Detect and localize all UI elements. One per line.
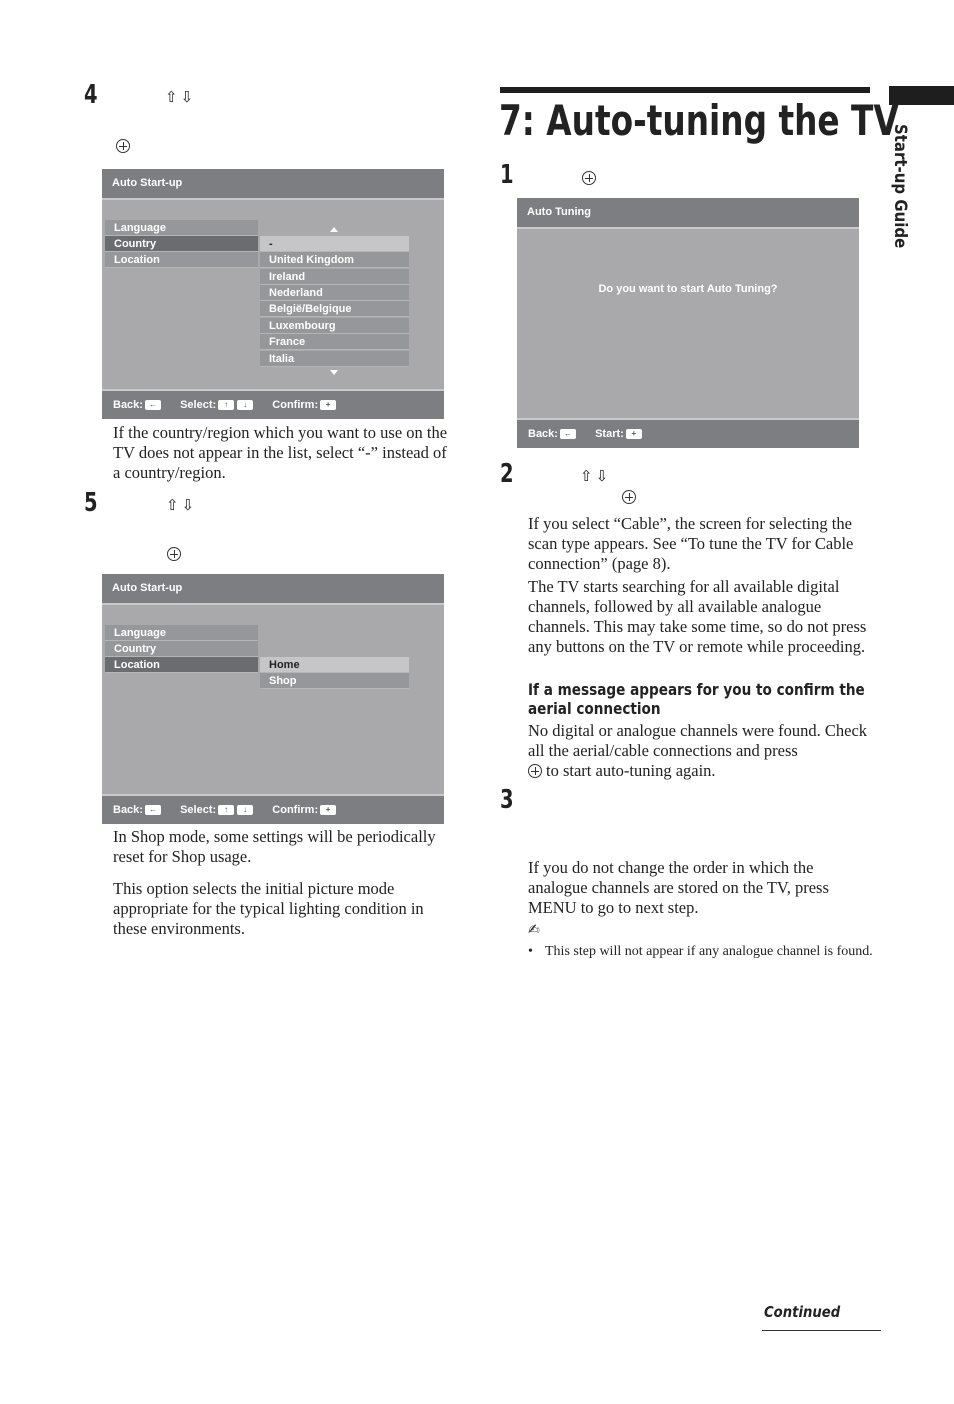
back-key-icon: ← [145,805,161,815]
continued-label: Continued [764,1303,841,1321]
menu-item-location[interactable]: Location [105,252,258,268]
back-key-icon: ← [145,400,161,410]
back-label: Back: [528,428,558,440]
title-rule [500,87,870,93]
side-tab-label: Start-up Guide [890,124,910,249]
step-4-note: If the country/region which you want to use on the TV does not appear in the list, select “-” instead of a country/region. [113,423,448,482]
country-option[interactable]: - [260,236,409,252]
screen-footer [102,794,444,824]
select-label: Select: [180,804,217,816]
scroll-up-icon[interactable] [330,227,338,232]
up-key-icon: ↑ [218,805,234,815]
confirm-key-icon: + [320,805,336,815]
step-2-number: 2 [500,459,514,489]
location-option-shop[interactable]: Shop [260,673,409,689]
screen-title: Auto Tuning [517,198,859,229]
page-title: 7: Auto-tuning the TV [499,96,899,145]
start-label: Start: [595,428,624,440]
country-option[interactable]: Nederland [260,285,409,301]
menu-item-language[interactable]: Language [105,220,258,236]
country-option[interactable]: France [260,334,409,350]
step-5-para1: In Shop mode, some settings will be periodically reset for Shop usage. [113,827,436,866]
back-label: Back: [113,399,143,411]
note-pencil-icon: ✍ [528,922,540,938]
auto-startup-country-screen [102,169,444,419]
country-option[interactable]: Ireland [260,269,409,285]
screen-footer [517,418,859,448]
enter-button-icon [528,764,542,778]
confirm-label: Confirm: [272,399,319,411]
step-5-number: 5 [84,488,98,518]
back-label: Back: [113,804,143,816]
step-1-number: 1 [500,160,514,190]
enter-button-icon [622,490,636,504]
aerial-connection-subhead: If a message appears for you to confirm the aerial connection [528,680,865,718]
note-bullet-text: This step will not appear if any analogue channel is found. [545,944,873,959]
enter-button-icon [116,139,130,153]
auto-startup-location-screen [102,574,444,824]
screen-footer [102,389,444,419]
menu-item-country[interactable]: Country [105,236,258,252]
menu-item-location[interactable]: Location [105,657,258,673]
country-option[interactable]: België/Belgique [260,301,409,317]
scroll-down-icon[interactable] [330,370,338,375]
country-option[interactable]: Italia [260,351,409,367]
screen-message: Do you want to start Auto Tuning? [598,283,778,295]
para3-start: No digital or analogue channels were found. Check all the aerial/cable connections and press [528,721,868,760]
step-2-para1: If you select “Cable”, the screen for selecting the scan type appears. See “To tune the TV for Cable connection” (page 8). [528,514,854,573]
step-3-number: 3 [500,785,514,815]
confirm-key-icon: + [320,400,336,410]
step-3-para1: If you do not change the order in which the analogue channels are stored on the TV, press MENU to go to next step. [528,858,829,917]
confirm-label: Confirm: [272,804,319,816]
screen-title: Auto Start-up [102,169,444,200]
up-down-arrow-icon: ⇧⇩ [166,496,198,514]
auto-tuning-screen [517,198,859,448]
para3-end: to start auto-tuning again. [546,761,716,780]
menu-item-country[interactable]: Country [105,641,258,657]
back-key-icon: ← [560,429,576,439]
country-option[interactable]: United Kingdom [260,252,409,268]
step-5-para2: This option selects the initial picture mode appropriate for the typical lighting condition in these environments. [113,879,424,938]
up-down-arrow-icon: ⇧⇩ [580,467,612,485]
down-key-icon: ↓ [237,805,253,815]
menu-item-language[interactable]: Language [105,625,258,641]
select-label: Select: [180,399,217,411]
start-key-icon: + [626,429,642,439]
location-option-home[interactable]: Home [260,657,409,673]
up-down-arrow-icon: ⇧⇩ [165,88,197,106]
step-2-para3 [528,721,873,781]
up-key-icon: ↑ [218,400,234,410]
note-bullet [528,942,873,961]
down-key-icon: ↓ [237,400,253,410]
country-option[interactable]: Luxembourg [260,318,409,334]
enter-button-icon [582,171,596,185]
screen-title: Auto Start-up [102,574,444,605]
continued-rule [762,1330,881,1331]
bullet-dot: • [528,944,533,959]
step-2-para2: The TV starts searching for all available digital channels, followed by all available analogue channels. This may take some time, so do not press any buttons on the TV or remote while proceeding. [528,577,867,656]
enter-button-icon [167,547,181,561]
step-4-number: 4 [84,80,98,110]
